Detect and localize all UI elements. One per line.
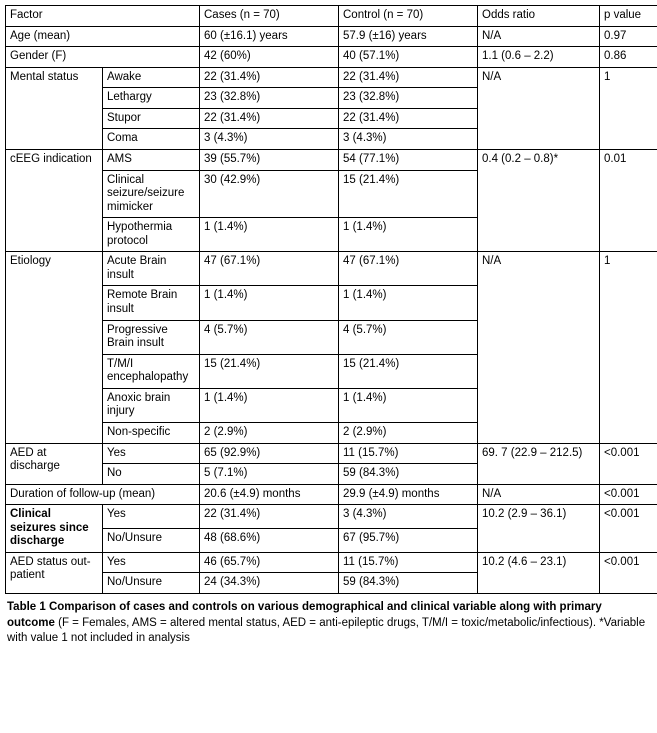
table-body xyxy=(6,6,657,594)
cases-cell: 42 (60%) xyxy=(200,47,339,68)
cases-cell: 1 (1.4%) xyxy=(200,218,339,252)
comparison-table xyxy=(5,5,657,594)
factor-cell: AED at discharge xyxy=(6,443,103,484)
odds-ratio-cell: 1.1 (0.6 – 2.2) xyxy=(478,47,600,68)
table-header-row xyxy=(6,6,657,27)
sub-factor-cell: Yes xyxy=(103,552,200,573)
control-cell: 4 (5.7%) xyxy=(339,320,478,354)
cases-cell: 24 (34.3%) xyxy=(200,573,339,594)
control-cell: 15 (21.4%) xyxy=(339,354,478,388)
sub-factor-cell: Stupor xyxy=(103,108,200,129)
odds-ratio-cell: 10.2 (4.6 – 23.1) xyxy=(478,552,600,593)
cases-cell: 39 (55.7%) xyxy=(200,149,339,170)
factor-cell: Age (mean) xyxy=(6,26,200,47)
sub-factor-cell: No/Unsure xyxy=(103,529,200,553)
p-value-cell: 0.86 xyxy=(600,47,657,68)
odds-ratio-cell: 0.4 (0.2 – 0.8)* xyxy=(478,149,600,251)
table-row xyxy=(6,26,657,47)
cases-cell: 1 (1.4%) xyxy=(200,286,339,320)
sub-factor-cell: Yes xyxy=(103,443,200,464)
factor-cell: Gender (F) xyxy=(6,47,200,68)
cases-cell: 22 (31.4%) xyxy=(200,67,339,88)
control-cell: 11 (15.7%) xyxy=(339,552,478,573)
control-cell: 1 (1.4%) xyxy=(339,218,478,252)
cases-cell: 60 (±16.1) years xyxy=(200,26,339,47)
sub-factor-cell: Coma xyxy=(103,129,200,150)
odds-ratio-cell: N/A xyxy=(478,67,600,149)
cases-cell: 23 (32.8%) xyxy=(200,88,339,109)
control-cell: 3 (4.3%) xyxy=(339,129,478,150)
column-header-1: Cases (n = 70) xyxy=(200,6,339,27)
p-value-cell: 1 xyxy=(600,252,657,443)
sub-factor-cell: No xyxy=(103,464,200,485)
table-row xyxy=(6,505,657,529)
odds-ratio-cell: N/A xyxy=(478,252,600,443)
caption-lead: Table 1 Comparison of cases and controls on various demographical and clinical variable along with primary outcome xyxy=(7,601,602,629)
control-cell: 47 (67.1%) xyxy=(339,252,478,286)
cases-cell: 47 (67.1%) xyxy=(200,252,339,286)
odds-ratio-cell: N/A xyxy=(478,26,600,47)
control-cell: 67 (95.7%) xyxy=(339,529,478,553)
sub-factor-cell: Progressive Brain insult xyxy=(103,320,200,354)
factor-cell: Clinical seizures since discharge xyxy=(6,505,103,553)
cases-cell: 22 (31.4%) xyxy=(200,505,339,529)
sub-factor-cell: Clinical seizure/seizure mimicker xyxy=(103,170,200,218)
sub-factor-cell: Remote Brain insult xyxy=(103,286,200,320)
control-cell: 11 (15.7%) xyxy=(339,443,478,464)
cases-cell: 4 (5.7%) xyxy=(200,320,339,354)
sub-factor-cell: Lethargy xyxy=(103,88,200,109)
p-value-cell: 0.97 xyxy=(600,26,657,47)
sub-factor-cell: AMS xyxy=(103,149,200,170)
control-cell: 23 (32.8%) xyxy=(339,88,478,109)
control-cell: 15 (21.4%) xyxy=(339,170,478,218)
factor-cell: Mental status xyxy=(6,67,103,149)
sub-factor-cell: Anoxic brain injury xyxy=(103,388,200,422)
odds-ratio-cell: N/A xyxy=(478,484,600,505)
control-cell: 3 (4.3%) xyxy=(339,505,478,529)
column-header-0: Factor xyxy=(6,6,200,27)
control-cell: 29.9 (±4.9) months xyxy=(339,484,478,505)
column-header-3: Odds ratio xyxy=(478,6,600,27)
factor-cell: Duration of follow-up (mean) xyxy=(6,484,200,505)
p-value-cell: 0.01 xyxy=(600,149,657,251)
factor-cell: Etiology xyxy=(6,252,103,443)
control-cell: 40 (57.1%) xyxy=(339,47,478,68)
column-header-2: Control (n = 70) xyxy=(339,6,478,27)
p-value-cell: <0.001 xyxy=(600,552,657,593)
table-caption xyxy=(5,594,651,647)
table-row xyxy=(6,252,657,286)
cases-cell: 15 (21.4%) xyxy=(200,354,339,388)
sub-factor-cell: T/M/I encephalopathy xyxy=(103,354,200,388)
odds-ratio-cell: 69. 7 (22.9 – 212.5) xyxy=(478,443,600,484)
table-row xyxy=(6,552,657,573)
table-row xyxy=(6,443,657,464)
p-value-cell: <0.001 xyxy=(600,443,657,484)
control-cell: 54 (77.1%) xyxy=(339,149,478,170)
table-row xyxy=(6,484,657,505)
control-cell: 22 (31.4%) xyxy=(339,108,478,129)
caption-rest: (F = Females, AMS = altered mental status, AED = anti-epileptic drugs, T/M/I = toxic/metabolic/infectious). *Variable with value 1 not included in analysis xyxy=(7,616,646,645)
control-cell: 1 (1.4%) xyxy=(339,286,478,320)
cases-cell: 5 (7.1%) xyxy=(200,464,339,485)
p-value-cell: <0.001 xyxy=(600,505,657,553)
p-value-cell: <0.001 xyxy=(600,484,657,505)
p-value-cell: 1 xyxy=(600,67,657,149)
factor-cell: AED status out-patient xyxy=(6,552,103,593)
sub-factor-cell: Acute Brain insult xyxy=(103,252,200,286)
odds-ratio-cell: 10.2 (2.9 – 36.1) xyxy=(478,505,600,553)
sub-factor-cell: Awake xyxy=(103,67,200,88)
table-row xyxy=(6,149,657,170)
cases-cell: 20.6 (±4.9) months xyxy=(200,484,339,505)
control-cell: 2 (2.9%) xyxy=(339,422,478,443)
control-cell: 59 (84.3%) xyxy=(339,464,478,485)
cases-cell: 65 (92.9%) xyxy=(200,443,339,464)
control-cell: 22 (31.4%) xyxy=(339,67,478,88)
cases-cell: 22 (31.4%) xyxy=(200,108,339,129)
cases-cell: 46 (65.7%) xyxy=(200,552,339,573)
control-cell: 57.9 (±16) years xyxy=(339,26,478,47)
cases-cell: 30 (42.9%) xyxy=(200,170,339,218)
cases-cell: 48 (68.6%) xyxy=(200,529,339,553)
sub-factor-cell: Non-specific xyxy=(103,422,200,443)
factor-cell: cEEG indication xyxy=(6,149,103,251)
table-row xyxy=(6,67,657,88)
cases-cell: 2 (2.9%) xyxy=(200,422,339,443)
sub-factor-cell: No/Unsure xyxy=(103,573,200,594)
table-row xyxy=(6,47,657,68)
cases-cell: 3 (4.3%) xyxy=(200,129,339,150)
control-cell: 59 (84.3%) xyxy=(339,573,478,594)
sub-factor-cell: Yes xyxy=(103,505,200,529)
column-header-4: p value xyxy=(600,6,657,27)
cases-cell: 1 (1.4%) xyxy=(200,388,339,422)
sub-factor-cell: Hypothermia protocol xyxy=(103,218,200,252)
control-cell: 1 (1.4%) xyxy=(339,388,478,422)
